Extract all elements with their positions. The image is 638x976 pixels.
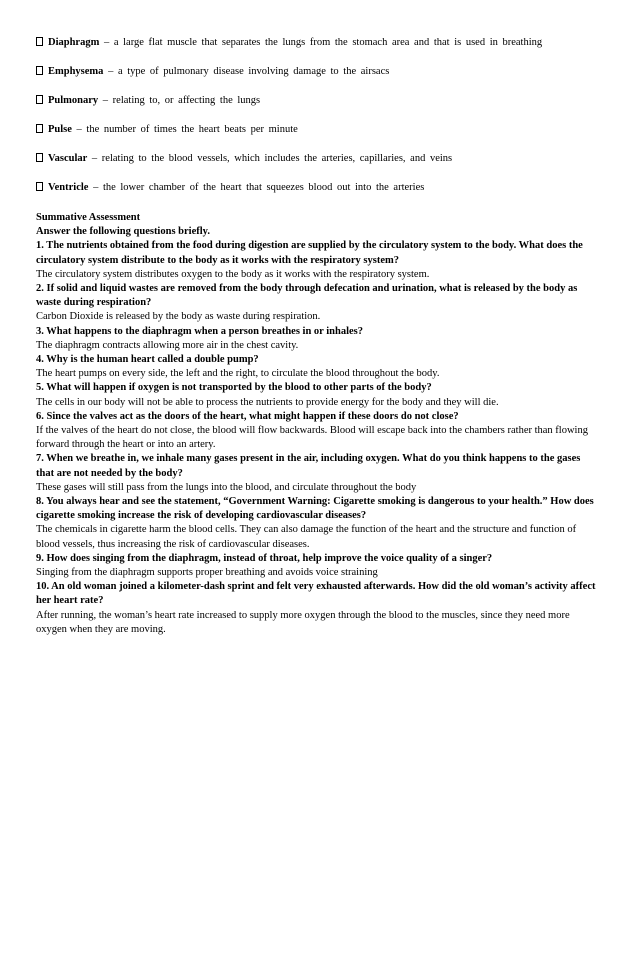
question: 3. What happens to the diaphragm when a person breathes in or inhales?	[36, 325, 364, 337]
checkbox-bullet-icon	[36, 153, 43, 162]
question: 7. When we breathe in, we inhale many gases present in the air, including oxygen. What do you think happens to the gases that are not needed by the body?	[36, 453, 581, 479]
checkbox-bullet-icon	[36, 182, 43, 191]
glossary-term: Pulmonary	[48, 95, 99, 106]
glossary-item	[36, 152, 606, 166]
question: 9. How does singing from the diaphragm, instead of throat, help improve the voice quality of a singer?	[36, 552, 493, 564]
glossary-term: Emphysema	[48, 66, 104, 77]
glossary-definition: – relating to, or affecting the lungs	[98, 95, 261, 106]
answer: The diaphragm contracts allowing more air in the chest cavity.	[36, 339, 299, 351]
answer: After running, the woman’s heart rate increased to supply more oxygen through the blood to the muscles, since they need more oxygen when they are moving.	[36, 609, 570, 635]
checkbox-bullet-icon	[36, 66, 43, 75]
question: 1. The nutrients obtained from the food during digestion are supplied by the circulatory system to the body. What does the circulatory system distribute to the body as it works with the respiratory system?	[36, 240, 583, 266]
glossary-term: Pulse	[48, 124, 72, 135]
answer: The heart pumps on every side, the left and the right, to circulate the blood throughout the body.	[36, 368, 440, 380]
summative-assessment	[36, 211, 596, 637]
glossary-definition: – a large flat muscle that separates the lungs from the stomach area and that is used in breathing	[99, 37, 543, 48]
question: 4. Why is the human heart called a double pump?	[36, 354, 259, 366]
glossary-definition: – the number of times the heart beats per minute	[71, 124, 298, 135]
answer: Singing from the diaphragm supports proper breathing and avoids voice straining	[36, 567, 378, 579]
answer: Carbon Dioxide is released by the body as waste during respiration.	[36, 311, 321, 323]
glossary-definition: – the lower chamber of the heart that squeezes blood out into the arteries	[88, 182, 425, 193]
glossary-item	[36, 181, 606, 195]
question: 5. What will happen if oxygen is not transported by the blood to other parts of the body?	[36, 382, 432, 394]
glossary-term: Ventricle	[48, 182, 89, 193]
glossary-item	[36, 36, 606, 50]
glossary-term: Diaphragm	[48, 37, 100, 48]
glossary-item	[36, 65, 606, 79]
glossary-definition: – relating to the blood vessels, which includes the arteries, capillaries, and veins	[87, 153, 453, 164]
glossary-list	[36, 36, 606, 210]
question: 2. If solid and liquid wastes are removed from the body through defecation and urination, what is released by the body as waste during respiration?	[36, 283, 578, 309]
glossary-item	[36, 123, 606, 137]
answer: The cells in our body will not be able to process the nutrients to provide energy for the body and they will die.	[36, 396, 499, 408]
answer: The chemicals in cigarette harm the blood cells. They can also damage the function of the heart and the structure and function of blood vessels, thus increasing the risk of cardiovascular diseases.	[36, 524, 577, 550]
checkbox-bullet-icon	[36, 124, 43, 133]
section-heading: Summative Assessment	[36, 212, 141, 223]
section-instruction: Answer the following questions briefly.	[36, 226, 210, 238]
question: 6. Since the valves act as the doors of the heart, what might happen if these doors do not close?	[36, 410, 459, 422]
answer: If the valves of the heart do not close, the blood will flow backwards. Blood will escape back into the chambers rather than flowing forward through the heart or into an artery.	[36, 425, 588, 451]
glossary-term: Vascular	[48, 153, 88, 164]
question: 8. You always hear and see the statement, “Government Warning: Cigarette smoking is dangerous to your health.” How does cigarette smoking increase the risk of developing cardiovascular diseases?	[36, 496, 594, 522]
glossary-item	[36, 94, 606, 108]
glossary-definition: – a type of pulmonary disease involving damage to the airsacs	[103, 66, 390, 77]
question: 10. An old woman joined a kilometer-dash sprint and felt very exhausted afterwards. How did the old woman’s activity affect her heart rate?	[36, 581, 596, 607]
answer: The circulatory system distributes oxygen to the body as it works with the respiratory system.	[36, 268, 430, 280]
answer: These gases will still pass from the lungs into the blood, and circulate throughout the body	[36, 481, 417, 493]
checkbox-bullet-icon	[36, 95, 43, 104]
checkbox-bullet-icon	[36, 37, 43, 46]
